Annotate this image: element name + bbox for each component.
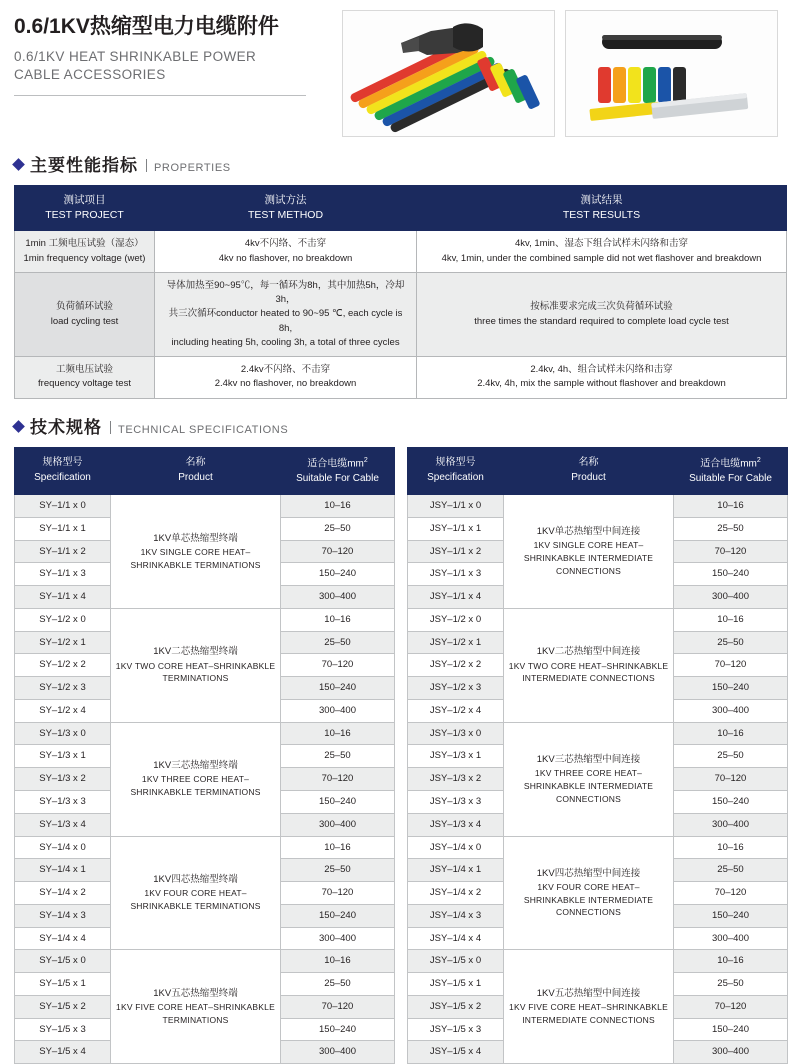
cell-suitable-cable: 70–120 [281, 882, 395, 905]
cell-suitable-cable: 150–240 [674, 677, 788, 700]
cell-specification: SY–1/2 x 4 [15, 699, 111, 722]
th-suitable-cable [281, 447, 395, 494]
section-heading-specifications [0, 413, 800, 438]
section-title-en-properties: PROPERTIES [154, 162, 231, 174]
cell-suitable-cable: 150–240 [281, 1018, 395, 1041]
cell-specification: JSY–1/4 x 4 [408, 927, 504, 950]
cell-result [417, 357, 787, 399]
th-product [111, 447, 281, 494]
th-test-method-en: TEST METHOD [247, 209, 324, 222]
table-row [408, 608, 788, 631]
table-row [408, 722, 788, 745]
page-title: 0.6/1KV热缩型电力电缆附件 [14, 15, 279, 38]
th-product-cn: 名称 [185, 457, 206, 469]
title-block [14, 10, 334, 96]
th-specification-en: Specification [34, 471, 91, 483]
cell-product-name [504, 608, 674, 722]
table-row [15, 836, 395, 859]
th-suitable-cable-en: Suitable For Cable [296, 472, 379, 484]
th-test-results-cn: 测试结果 [580, 194, 623, 206]
cell-specification: JSY–1/1 x 1 [408, 517, 504, 540]
cell-specification: SY–1/4 x 0 [15, 836, 111, 859]
section-title-cn-specs: 技术规格 [30, 417, 102, 437]
section-title-cn-properties: 主要性能指标 [30, 156, 138, 175]
cell-project-en: 1min frequency voltage (wet) [23, 252, 146, 264]
cell-suitable-cable: 25–50 [674, 973, 788, 996]
cell-project-cn: 1min 工频电压试验（湿态） [25, 238, 144, 250]
cell-project-en: frequency voltage test [38, 378, 131, 390]
th-specification-en: Specification [427, 471, 484, 483]
product-name-en: 1KV FIVE CORE HEAT–SHRINKABKLE INTERMEDIATE CONNECTIONS [509, 1002, 668, 1025]
th-suitable-cable-sup: 2 [363, 456, 368, 464]
cell-suitable-cable: 10–16 [674, 722, 788, 745]
cell-specification: SY–1/3 x 2 [15, 768, 111, 791]
cell-project [15, 357, 155, 399]
cell-specification: JSY–1/3 x 1 [408, 745, 504, 768]
cell-suitable-cable: 300–400 [281, 586, 395, 609]
cell-specification: JSY–1/5 x 2 [408, 995, 504, 1018]
product-name-cn: 1KV五芯热缩型终端 [153, 987, 238, 999]
cell-specification: JSY–1/5 x 1 [408, 973, 504, 996]
cell-specification: SY–1/5 x 2 [15, 995, 111, 1018]
table-header-row [408, 447, 788, 494]
cell-suitable-cable: 70–120 [674, 540, 788, 563]
cell-suitable-cable: 150–240 [674, 563, 788, 586]
product-name-cn: 1KV二芯热缩型终端 [153, 646, 238, 658]
cell-method-en: 共三次循环conductor heated to 90~95 ℃, each cycle is 8h, [168, 308, 403, 334]
table-row [15, 950, 395, 973]
cell-result-cn: 4kv, 1min、湿态下组合试样未闪络和击穿 [515, 238, 688, 250]
product-name-en: 1KV THREE CORE HEAT–SHRINKABKLE TERMINATIONS [130, 774, 261, 798]
cell-suitable-cable: 10–16 [674, 495, 788, 518]
cell-method [155, 231, 417, 273]
th-test-project-cn: 测试项目 [63, 194, 106, 206]
cell-specification: SY–1/4 x 4 [15, 927, 111, 950]
specification-tables [0, 447, 800, 1064]
page-subtitle-line2: CABLE ACCESSORIES [14, 67, 166, 83]
cell-product-name [111, 722, 281, 836]
spec-table-terminations [14, 447, 395, 1064]
product-name-en: 1KV TWO CORE HEAT–SHRINKABKLE INTERMEDIATE CONNECTIONS [508, 660, 669, 684]
cell-product-name [504, 495, 674, 609]
th-test-project [15, 186, 155, 231]
th-product-en: Product [571, 471, 606, 483]
cell-method-en: 2.4kv no flashover, no breakdown [214, 378, 357, 390]
table-header-row [15, 447, 395, 494]
cell-suitable-cable: 10–16 [674, 608, 788, 631]
cell-specification: SY–1/1 x 0 [15, 495, 111, 518]
th-test-results [417, 186, 787, 231]
product-name-en: 1KV FIVE CORE HEAT–SHRINKABKLE TERMINATIONS [116, 1002, 275, 1025]
product-name-cn: 1KV三芯热缩型中间连接 [536, 753, 641, 765]
cell-suitable-cable: 150–240 [674, 790, 788, 813]
cell-suitable-cable: 150–240 [674, 1018, 788, 1041]
th-suitable-cable [674, 447, 788, 494]
cell-suitable-cable: 10–16 [281, 722, 395, 745]
cell-product-name [504, 950, 674, 1064]
cell-suitable-cable: 25–50 [281, 859, 395, 882]
product-name-en: 1KV FOUR CORE HEAT–SHRINKABKLE INTERMEDIATE CONNECTIONS [523, 881, 654, 918]
cell-suitable-cable: 25–50 [674, 745, 788, 768]
cell-specification: JSY–1/2 x 4 [408, 699, 504, 722]
cell-method-cn: 导体加热至90~95℃，每一循环为8h，其中加热5h，冷却3h， [166, 279, 405, 306]
table-row [15, 608, 395, 631]
cell-suitable-cable: 300–400 [674, 586, 788, 609]
cell-specification: JSY–1/2 x 2 [408, 654, 504, 677]
th-suitable-cable-cn: 适合电缆mm [700, 458, 757, 470]
product-name-cn: 1KV四芯热缩型中间连接 [536, 867, 641, 879]
th-suitable-cable-sup: 2 [756, 456, 761, 464]
th-test-results-en: TEST RESULTS [562, 209, 641, 222]
cell-specification: SY–1/1 x 3 [15, 563, 111, 586]
cell-suitable-cable: 70–120 [674, 995, 788, 1018]
cell-method [155, 272, 417, 356]
cell-specification: JSY–1/4 x 3 [408, 904, 504, 927]
cell-suitable-cable: 300–400 [281, 699, 395, 722]
cell-specification: JSY–1/5 x 4 [408, 1041, 504, 1064]
cell-specification: JSY–1/1 x 0 [408, 495, 504, 518]
cell-suitable-cable: 70–120 [281, 995, 395, 1018]
cell-suitable-cable: 70–120 [674, 882, 788, 905]
cell-specification: SY–1/1 x 4 [15, 586, 111, 609]
cell-result-cn: 按标准要求完成三次负荷循环试验 [530, 301, 673, 313]
spec-table-intermediate-connections [407, 447, 788, 1064]
diamond-bullet-icon [12, 420, 25, 433]
cell-suitable-cable: 300–400 [281, 1041, 395, 1064]
accessories-illustration [566, 11, 778, 137]
cell-method [155, 357, 417, 399]
th-test-method-cn: 测试方法 [264, 194, 307, 206]
product-name-cn: 1KV五芯热缩型中间连接 [536, 987, 641, 999]
cell-specification: SY–1/3 x 3 [15, 790, 111, 813]
cell-suitable-cable: 10–16 [281, 608, 395, 631]
cell-suitable-cable: 300–400 [674, 813, 788, 836]
cell-suitable-cable: 300–400 [281, 927, 395, 950]
cell-project [15, 231, 155, 273]
cell-method-cn: 2.4kv不闪络、不击穿 [240, 364, 331, 376]
cell-specification: SY–1/4 x 3 [15, 904, 111, 927]
cell-specification: SY–1/2 x 1 [15, 631, 111, 654]
cell-suitable-cable: 10–16 [674, 950, 788, 973]
cell-suitable-cable: 70–120 [674, 768, 788, 791]
cell-project-en: load cycling test [50, 315, 119, 327]
cell-suitable-cable: 150–240 [281, 677, 395, 700]
cell-suitable-cable: 25–50 [281, 973, 395, 996]
cell-specification: SY–1/5 x 0 [15, 950, 111, 973]
section-heading-properties [0, 151, 800, 176]
page-header [0, 0, 800, 137]
cell-suitable-cable: 300–400 [674, 699, 788, 722]
cell-specification: JSY–1/4 x 0 [408, 836, 504, 859]
cell-suitable-cable: 25–50 [674, 631, 788, 654]
th-suitable-cable-cn: 适合电缆mm [307, 458, 364, 470]
cell-method-cn2: including heating 5h, cooling 3h, a total of three cycles [171, 336, 400, 348]
section-title-en-specs: TECHNICAL SPECIFICATIONS [118, 423, 289, 436]
title-divider [14, 95, 306, 96]
spec-table-body [408, 495, 788, 1064]
cell-specification: SY–1/1 x 2 [15, 540, 111, 563]
product-photos [342, 10, 778, 137]
cell-specification: JSY–1/2 x 0 [408, 608, 504, 631]
properties-table [14, 185, 787, 399]
product-name-en: 1KV SINGLE CORE HEAT–SHRINKABKLE INTERMEDIATE CONNECTIONS [523, 540, 654, 576]
th-product-en: Product [178, 471, 213, 483]
cell-result-en: three times the standard required to complete load cycle test [474, 315, 729, 327]
cell-specification: JSY–1/3 x 4 [408, 813, 504, 836]
cell-specification: JSY–1/2 x 1 [408, 631, 504, 654]
cell-result-en: 4kv, 1min, under the combined sample did not wet flashover and breakdown [441, 252, 762, 264]
cell-result [417, 231, 787, 273]
table-row [15, 722, 395, 745]
cell-specification: SY–1/1 x 1 [15, 517, 111, 540]
cell-specification: SY–1/5 x 3 [15, 1018, 111, 1041]
cell-specification: JSY–1/1 x 4 [408, 586, 504, 609]
cell-suitable-cable: 150–240 [281, 904, 395, 927]
cell-specification: SY–1/2 x 0 [15, 608, 111, 631]
table-row [15, 357, 787, 399]
cell-specification: SY–1/3 x 4 [15, 813, 111, 836]
cell-result-cn: 2.4kv, 4h、组合试样未闪络和击穿 [530, 364, 673, 376]
cell-specification: JSY–1/4 x 2 [408, 882, 504, 905]
cell-specification: JSY–1/1 x 2 [408, 540, 504, 563]
cell-product-name [111, 608, 281, 722]
heading-divider [146, 159, 147, 172]
cell-specification: SY–1/5 x 4 [15, 1041, 111, 1064]
cell-method-en: 4kv no flashover, no breakdown [218, 252, 353, 264]
cell-result [417, 272, 787, 356]
page-subtitle [14, 48, 334, 84]
product-name-cn: 1KV三芯热缩型终端 [153, 760, 238, 772]
cell-suitable-cable: 25–50 [674, 859, 788, 882]
cell-specification: JSY–1/5 x 3 [408, 1018, 504, 1041]
cell-suitable-cable: 25–50 [281, 631, 395, 654]
cell-suitable-cable: 300–400 [281, 813, 395, 836]
cell-suitable-cable: 25–50 [281, 517, 395, 540]
cell-suitable-cable: 70–120 [674, 654, 788, 677]
cell-specification: JSY–1/2 x 3 [408, 677, 504, 700]
cell-specification: JSY–1/5 x 0 [408, 950, 504, 973]
cell-suitable-cable: 70–120 [281, 540, 395, 563]
cell-specification: SY–1/3 x 0 [15, 722, 111, 745]
th-product [504, 447, 674, 494]
cell-specification: JSY–1/3 x 2 [408, 768, 504, 791]
th-specification-cn: 规格型号 [435, 457, 476, 469]
th-suitable-cable-en: Suitable For Cable [689, 472, 772, 484]
cell-suitable-cable: 10–16 [281, 836, 395, 859]
cell-product-name [504, 722, 674, 836]
table-row [15, 272, 787, 356]
cell-specification: SY–1/2 x 2 [15, 654, 111, 677]
cell-specification: SY–1/4 x 2 [15, 882, 111, 905]
cell-specification: JSY–1/3 x 3 [408, 790, 504, 813]
page-subtitle-line1: 0.6/1KV HEAT SHRINKABLE POWER [14, 49, 257, 65]
th-specification-cn: 规格型号 [42, 457, 83, 469]
cell-project-cn: 工频电压试验 [55, 364, 113, 376]
table-row [408, 495, 788, 518]
product-photo-accessories [565, 10, 778, 137]
table-row [15, 231, 787, 273]
cell-product-name [111, 836, 281, 950]
table-row [15, 495, 395, 518]
product-name-cn: 1KV二芯热缩型中间连接 [536, 646, 641, 658]
cell-suitable-cable: 150–240 [674, 904, 788, 927]
cell-suitable-cable: 70–120 [281, 654, 395, 677]
th-specification [15, 447, 111, 494]
th-test-method [155, 186, 417, 231]
table-row [408, 836, 788, 859]
th-product-cn: 名称 [578, 457, 599, 469]
product-name-en: 1KV SINGLE CORE HEAT–SHRINKABKLE TERMINATIONS [130, 546, 261, 570]
cell-specification: JSY–1/4 x 1 [408, 859, 504, 882]
heading-divider [110, 421, 111, 434]
cell-suitable-cable: 300–400 [674, 927, 788, 950]
product-name-en: 1KV THREE CORE HEAT–SHRINKABKLE INTERMEDIATE CONNECTIONS [523, 768, 654, 804]
cell-suitable-cable: 10–16 [674, 836, 788, 859]
cell-specification: SY–1/5 x 1 [15, 973, 111, 996]
cell-suitable-cable: 25–50 [674, 517, 788, 540]
table-header-row [15, 186, 787, 231]
cell-suitable-cable: 150–240 [281, 790, 395, 813]
cell-product-name [111, 495, 281, 609]
diamond-bullet-icon [12, 158, 25, 171]
cell-suitable-cable: 150–240 [281, 563, 395, 586]
cell-suitable-cable: 300–400 [674, 1041, 788, 1064]
th-test-project-en: TEST PROJECT [45, 209, 124, 222]
th-specification [408, 447, 504, 494]
tubes-illustration [343, 11, 555, 137]
product-name-cn: 1KV四芯热缩型终端 [153, 874, 238, 886]
cell-method-cn: 4kv不闪络、不击穿 [244, 238, 327, 250]
cell-specification: SY–1/2 x 3 [15, 677, 111, 700]
cell-suitable-cable: 10–16 [281, 950, 395, 973]
cell-result-en: 2.4kv, 4h, mix the sample without flashover and breakdown [477, 378, 726, 390]
product-name-en: 1KV TWO CORE HEAT–SHRINKABKLE TERMINATIONS [115, 660, 276, 684]
cell-project [15, 272, 155, 356]
cell-specification: SY–1/4 x 1 [15, 859, 111, 882]
spec-table-body [15, 495, 395, 1064]
product-photo-tubes [342, 10, 555, 137]
cell-product-name [504, 836, 674, 950]
cell-project-cn: 负荷循环试验 [55, 301, 113, 313]
cell-product-name [111, 950, 281, 1064]
cell-specification: JSY–1/3 x 0 [408, 722, 504, 745]
cell-specification: JSY–1/1 x 3 [408, 563, 504, 586]
product-name-en: 1KV FOUR CORE HEAT–SHRINKABKLE TERMINATIONS [130, 888, 261, 912]
cell-suitable-cable: 70–120 [281, 768, 395, 791]
cell-suitable-cable: 25–50 [281, 745, 395, 768]
product-name-cn: 1KV单芯热缩型中间连接 [536, 526, 641, 538]
table-row [408, 950, 788, 973]
product-name-cn: 1KV单芯热缩型终端 [153, 532, 238, 544]
cell-specification: SY–1/3 x 1 [15, 745, 111, 768]
cell-suitable-cable: 10–16 [281, 495, 395, 518]
